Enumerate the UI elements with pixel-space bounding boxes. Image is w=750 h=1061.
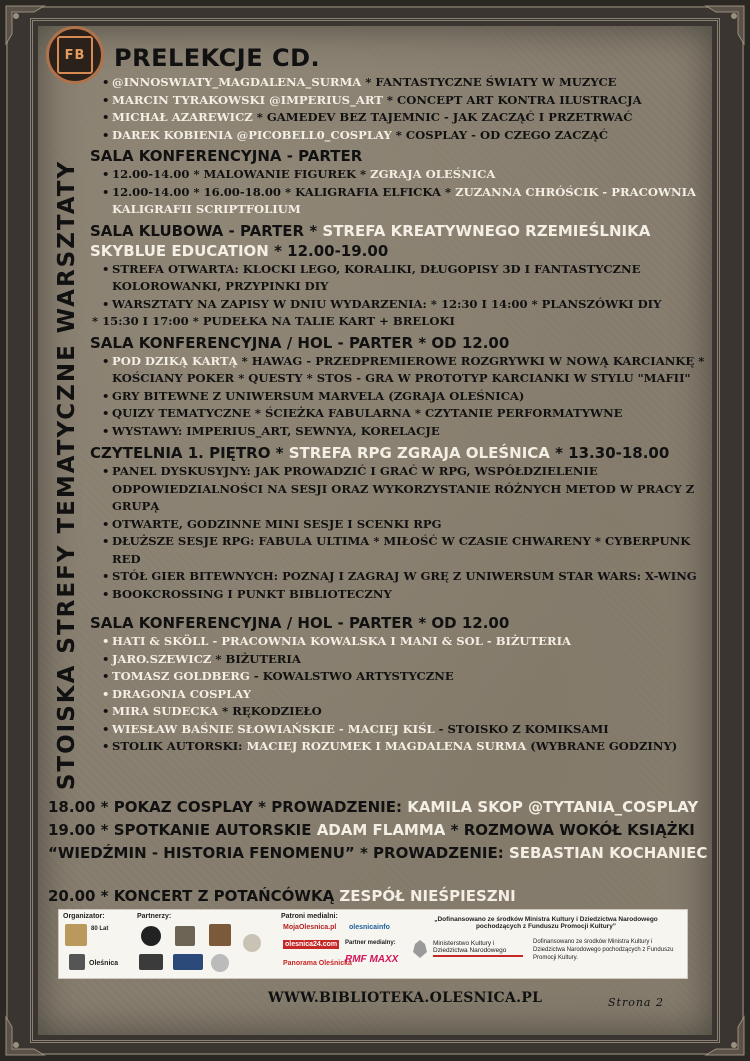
media-partner-label: Partner medialny: [345,940,396,946]
section-heading: SALA KLUBOWA - PARTER * STREFA KREATYWNEGO RZEMIEŚLNIKA SKYBLUE EDUCATION * 12.00-19.00 [90,221,651,260]
list-item: • STOLIK AUTORSKI: MACIEJ ROZUMEK I MAGDALENA SURMA (WYBRANE GODZINY) [102,738,710,756]
logo-text: FB [57,36,93,74]
prelekcje-list [90,74,710,144]
list-item: • MARCIN TYRAKOWSKI @IMPERIUS_ART * CONCEPT ART KONTRA ILUSTRACJA [102,92,710,110]
list-item: • PANEL DYSKUSYJNY: JAK PROWADZIĆ I GRAĆ W RPG, WSPÓŁDZIELENIE ODPOWIEDZIALNOŚCI NA SESJI ORAZ WYKORZYSTANIE RÓŻNYCH METOD W PRACY Z GRUPĄ [102,463,710,516]
partner-logo [175,926,195,946]
list-item: • MICHAŁ AZAREWICZ * GAMEDEV BEZ TAJEMNIC - JAK ZACZĄĆ I PRZETRWAĆ [102,109,710,127]
media-patron: olesnicainfo [349,924,390,931]
corner-ornament-icon [4,4,46,46]
list-item: • WYSTAWY: IMPERIUS_ART, SEWNYA, KORELACJE [102,423,710,441]
event-author-meeting: 19.00 * SPOTKANIE AUTORSKIE ADAM FLAMMA * ROZMOWA WOKÓŁ KSIĄŻKI “WIEDŹMIN - HISTORIA FENOMENU” * PROWADZENIE: SEBASTIAN KOCHANIEC [48,821,708,862]
list-item: • HATI & SKÖLL - PRACOWNIA KOWALSKA I MANI & SOL - BIŻUTERIA [102,633,710,651]
list-item: • JARO.SZEWICZ * BIŻUTERIA [102,651,710,669]
program-content [90,74,710,756]
section-heading: SALA KONFERENCYJNA / HOL - PARTER * OD 12.00 [90,333,510,352]
list-item: • 12.00-14.00 * MALOWANIE FIGUREK * ZGRAJA OLEŚNICA [102,166,710,184]
organizer-logo [65,924,87,946]
eagle-emblem-icon [411,938,429,960]
media-patrons-label: Patroni medialni: [281,913,338,920]
side-label-text: STOISKA STREFY TEMATYCZNE WARSZTATY [54,159,80,791]
list-item: • POD DZIKĄ KARTĄ * HAWAG - PRZEDPREMIEROWE ROZGRYWKI W NOWĄ KARCIANKĘ * KOŚCIANY POKER * QUESTY * STOS - GRA W PROTOTYP KARCIANKI W STYLU "MAFII" [102,353,710,388]
olesnica-name: Oleśnica [89,960,119,967]
list-item: • WIESŁAW BAŚNIE SŁOWIAŃSKIE - MACIEJ KIŚL - STOISKO Z KOMIKSAMI [102,721,710,739]
list-item: • DAREK KOBIENIA @PICOBELL0_COSPLAY * COSPLAY - OD CZEGO ZACZĄĆ [102,127,710,145]
list-item: • QUIZY TEMATYCZNE * ŚCIEŻKA FABULARNA * CZYTANIE PERFORMATYWNE [102,405,710,423]
list-item: • 12.00-14.00 * 16.00-18.00 * KALIGRAFIA ELFICKA * ZUZANNA CHRÓŚCIK - PRACOWNIA KALIGRAFII SCRIPTFOLIUM [102,184,710,219]
partner-logo [211,954,229,972]
corner-ornament-icon [4,1015,46,1057]
list-item: • DŁUŻSZE SESJE RPG: FABULA ULTIMA * MIŁOŚĆ W CZASIE CHWARENY * CYBERPUNK RED [102,533,710,568]
corner-ornament-icon [704,4,746,46]
organizer-name: 80 Lat [91,926,109,932]
list-item: • WARSZTATY NA ZAPISY W DNIU WYDARZENIA: * 12:30 I 14:00 * PLANSZÓWKI DIY [102,296,710,314]
list-item: • TOMASZ GOLDBERG - KOWALSTWO ARTYSTYCZNE [102,668,710,686]
list-item: • OTWARTE, GODZINNE MINI SESJE I SCENKI RPG [102,516,710,534]
list-item: • MIRA SUDECKA * RĘKODZIEŁO [102,703,710,721]
section-list [90,463,710,603]
partner-logo [173,954,203,970]
page-title: PRELEKCJE CD. [114,44,321,72]
funding-note: Dofinansowano ze środków Ministra Kultury i Dziedzictwa Narodowego pochodzących z Funduszu Promocji Kultury. [533,939,674,961]
partners-label: Partnerzy: [137,913,172,920]
list-continuation: * 15:30 I 17:00 * PUDEŁKA NA TALIE KART + BRELOKI [92,314,455,328]
media-patron: Panorama Oleśnicka [283,960,352,967]
event-concert: 20.00 * KONCERT Z POTAŃCÓWKĄ ZESPÓŁ NIEŚPIESZNI [48,887,516,905]
side-label [46,160,88,790]
section-list [90,353,710,441]
organizer-label: Organizator: [63,913,105,920]
section-list [90,166,710,219]
partner-logo [243,934,261,952]
olesnica-logo [69,954,85,970]
ministry-name: Ministerstwo Kultury i Dziedzictwa Narodowego [433,940,523,957]
section-heading: SALA KONFERENCYJNA - PARTER [90,147,363,165]
partner-logo [209,924,231,946]
list-item: • GRY BITEWNE Z UNIWERSUM MARVELA (ZGRAJA OLEŚNICA) [102,388,710,406]
partner-logo [139,954,163,970]
section-list [90,633,710,756]
partner-logo [141,926,161,946]
corner-ornament-icon [704,1015,746,1057]
sponsors-footer [58,909,688,979]
media-partner: RMF MAXX [345,954,399,965]
media-patron: MojaOlesnica.pl [283,924,337,931]
media-patron: olesnica24.com [285,941,338,948]
section-heading: CZYTELNIA 1. PIĘTRO * STREFA RPG ZGRAJA OLEŚNICA * 13.30-18.00 [90,444,670,462]
list-item: • STREFA OTWARTA: KLOCKI LEGO, KORALIKI, DŁUGOPISY 3D I FANTASTYCZNE KOLOROWANKI, PRZYPINKI DIY [102,261,710,296]
section-list [90,261,710,314]
list-item: • DRAGONIA COSPLAY [102,686,710,704]
list-item: • @INNOSWIATY_MAGDALENA_SURMA * FANTASTYCZNE ŚWIATY W MUZYCE [102,74,710,92]
page-number: Strona 2 [608,996,664,1009]
section-heading: SALA KONFERENCYJNA / HOL - PARTER * OD 12.00 [90,614,510,632]
website-link[interactable]: WWW.BIBLIOTEKA.OLESNICA.PL [268,990,543,1006]
funding-note-bold: „Dofinansowano ze środków Ministra Kultury i Dziedzictwa Narodowego pochodzących z Funduszu Promocji Kultury” [434,916,658,930]
list-item: • BOOKCROSSING I PUNKT BIBLIOTECZNY [102,586,710,604]
list-item: • STÓŁ GIER BITEWNYCH: POZNAJ I ZAGRAJ W GRĘ Z UNIWERSUM STAR WARS: X-WING [102,568,710,586]
event-cosplay: 18.00 * POKAZ COSPLAY * PROWADZENIE: KAMILA SKOP @TYTANIA_COSPLAY [48,798,699,816]
